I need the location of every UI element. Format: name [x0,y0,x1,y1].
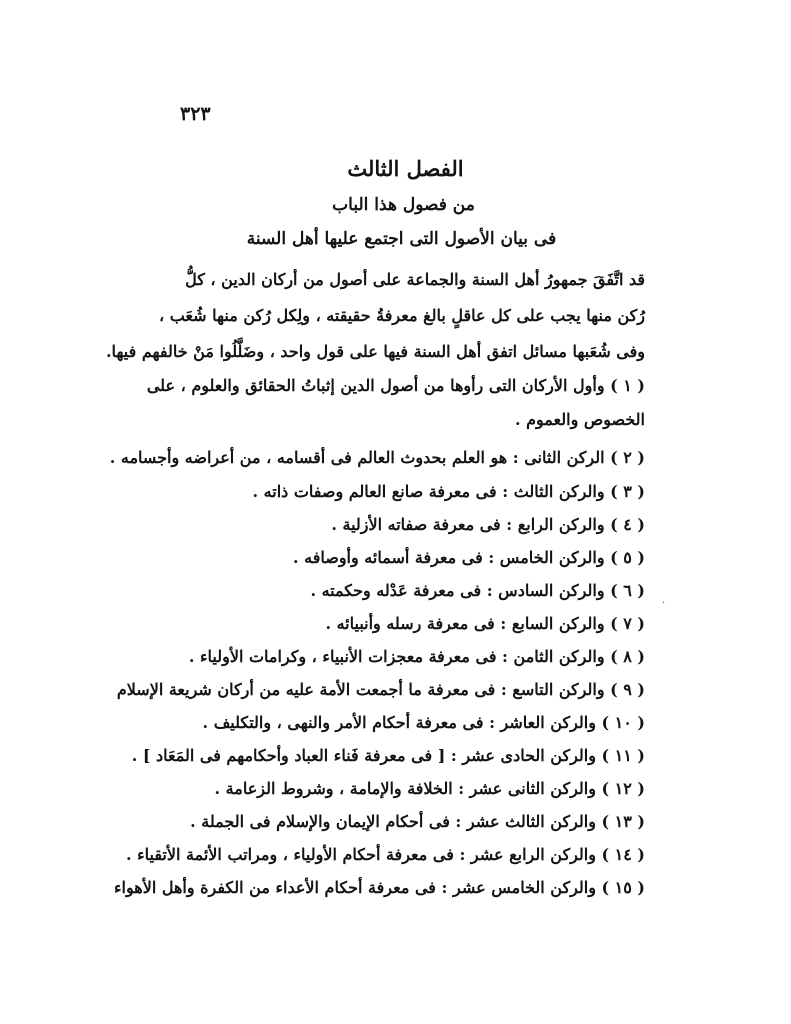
list-item [203,713,645,732]
list-item [190,812,645,831]
list-item [147,376,645,395]
item-text: والركن الخامس : فى معرفة أسمائه وأوصافه . [292,548,605,567]
chapter-heading: الفصل الثالث [347,156,464,181]
item-number: ( ٩ ) [610,680,645,699]
list-item [132,746,645,765]
item-text: والركن العاشر : فى معرفة أحكام الأمر والنهى ، والتكليف . [202,713,596,732]
list-item [189,647,645,666]
chapter-subtitle: من فصول هذا الباب [332,195,475,215]
item-number: ( ١١ ) [601,746,645,765]
item-text: والركن التاسع : فى معرفة ما أجمعت الأمة عليه من أركان شريعة الإسلام [116,680,605,699]
list-item [325,614,645,633]
item-number: ( ١٤ ) [601,845,645,864]
list-item [126,845,645,864]
chapter-topic: فى بيان الأصول التى اجتمع عليها أهل السنة [246,229,557,249]
item-number: ( ٤ ) [610,515,645,534]
margin-dot: · [662,598,666,609]
list-item [253,482,645,501]
item-text: والركن الحادى عشر : [ فى معرفة فَناء العباد وأحكامهم فى المَعَاد ] . [131,746,596,765]
item-text: والركن الثامن : فى معرفة معجزات الأنبياء ، وكرامات الأولياء . [188,647,605,666]
item-number: ( ٥ ) [610,548,645,567]
item-number: ( ١٥ ) [601,878,645,897]
item-text: وأول الأركان التى رأوها من أصول الدين إثباتُ الحقائق والعلوم ، على [146,376,605,395]
item-text: والركن الخامس عشر : فى معرفة أحكام الأعداء من الكفرة وأهل الأهواء [114,878,596,897]
list-item [293,548,645,567]
item-text-continuation: الخصوص والعموم . [514,410,645,429]
item-number: ( ٧ ) [610,614,645,633]
item-text: والركن السادس : فى معرفة عَدْله وحكمته . [310,581,605,600]
item-text: والركن الثانى عشر : الخلافة والإمامة ، وشروط الزعامة . [214,779,596,798]
list-item [110,448,645,467]
item-text: والركن الثالث عشر : فى أحكام الإيمان والإسلام فى الجملة . [190,812,596,831]
list-item [331,515,645,534]
item-number: ( ١٣ ) [601,812,645,831]
item-text: والركن الثالث : فى معرفة صانع العالم وصفات ذاته . [252,482,605,501]
intro-line: قد اتَّفَقَ جمهورُ أهل السنة والجماعة على أصول من أركان الدين ، كلُّ [185,270,645,289]
item-number: ( ٦ ) [610,581,645,600]
item-text: والركن الرابع : فى معرفة صفاته الأزلية . [331,515,605,534]
item-number: ( ٨ ) [610,647,645,666]
item-number: ( ١ ) [610,376,645,395]
intro-line: رُكن منها يجب على كل عاقلٍ بالغ معرفةُ حقيقته ، ولِكل رُكن منها شُعَب ، [158,306,645,325]
list-item [117,680,645,699]
list-item-continuation [515,410,645,429]
list-item [310,581,645,600]
page-number: ٣٢٣ [180,103,211,125]
item-number: ( ٣ ) [610,482,645,501]
item-text: والركن السابع : فى معرفة رسله وأنبيائه . [325,614,605,633]
list-item [215,779,645,798]
intro-line: وفى شُعَبها مسائل اتفق أهل السنة فيها على قول واحد ، وضَلَّلُوا مَنْ خالفهم فيها. [105,342,645,361]
list-item [114,878,645,897]
item-text: الركن الثانى : هو العلم بحدوث العالم فى أقسامه ، من أعراضه وأجسامه . [109,448,605,467]
item-number: ( ٢ ) [610,448,645,467]
item-text: والركن الرابع عشر : فى معرفة أحكام الأولياء ، ومراتب الأئمة الأتقياء . [125,845,596,864]
item-number: ( ١٢ ) [601,779,645,798]
item-number: ( ١٠ ) [601,713,645,732]
